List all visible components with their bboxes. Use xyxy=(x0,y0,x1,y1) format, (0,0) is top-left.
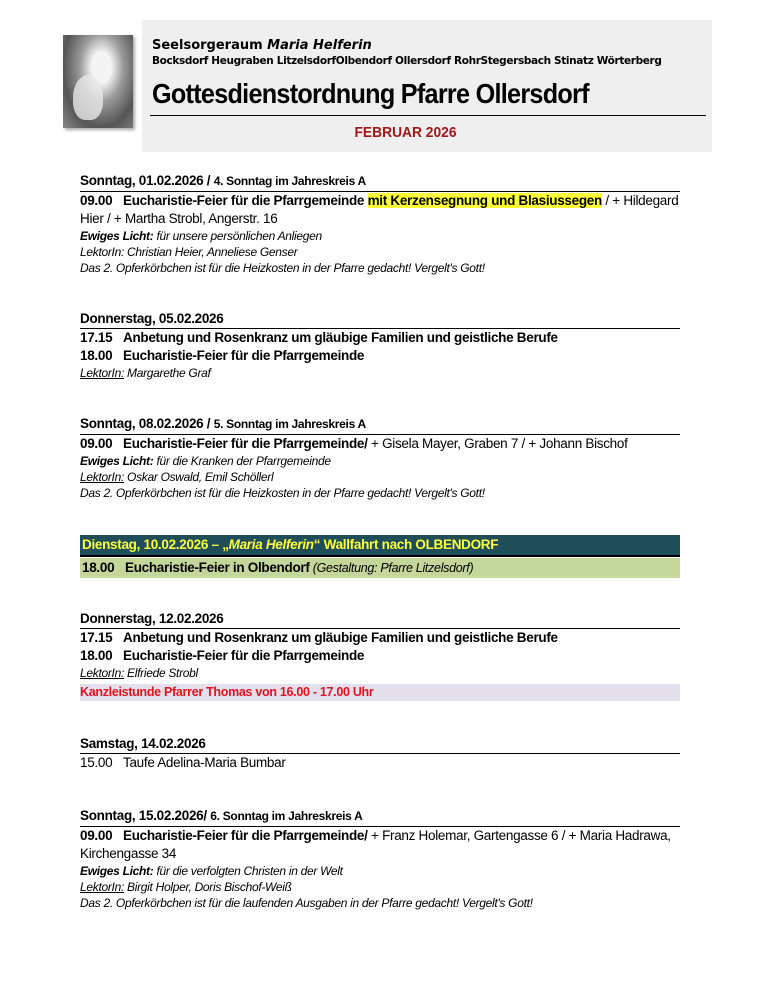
pilgrimage-mass: 18.00 Eucharistie-Feier in Olbendorf (Gestaltung: Pfarre Litzelsdorf) xyxy=(80,558,680,578)
day-header: Sonntag, 08.02.2026 / 5. Sonntag im Jahreskreis A xyxy=(80,415,680,435)
day-section: Sonntag, 01.02.2026 / 4. Sonntag im Jahreskreis A 09.00 Eucharistie-Feier für die Pfarrgemeinde mit Kerzensegnung und Blasiussegen / + Hildegard Hier / + Martha Strobl, Angerstr. 16 Ewiges Licht: für unsere persönlichen Anliegen LektorIn: Christian Heier, Anneliese Genser Das 2. Opferkörbchen ist für die Heizkosten in der Pfarre gedacht! Vergelt's Gott! xyxy=(80,173,679,275)
day-header: Sonntag, 01.02.2026 / 4. Sonntag im Jahreskreis A xyxy=(80,172,680,192)
seelsorgeraum-line xyxy=(152,38,372,53)
seelsorgeraum-label: Seelsorgeraum xyxy=(152,38,263,53)
office-hours-notice: Kanzleistunde Pfarrer Thomas von 16.00 - 17.00 Uhr xyxy=(80,684,680,701)
day-section: Sonntag, 15.02.2026/ 6. Sonntag im Jahreskreis A 09.00 Eucharistie-Feier für die Pfarrgemeinde/ + Franz Holemar, Gartengasse 6 / + Maria Hadrawa, Kirchengasse 34 Ewiges Licht: für die verfolgten Christen in der Welt LektorIn: Birgit Holper, Doris Bischof-Weiß Das 2. Opferkörbchen ist für die laufenden Ausgaben in der Pfarre gedacht! Vergelt's Gott! xyxy=(80,807,680,911)
day-section: Samstag, 14.02.2026 15.00 Taufe Adelina-Maria Bumbar xyxy=(80,735,680,772)
day-header: Donnerstag, 05.02.2026 xyxy=(80,310,680,329)
day-header: Sonntag, 15.02.2026/ 6. Sonntag im Jahreskreis A xyxy=(80,807,680,827)
day-header: Samstag, 14.02.2026 xyxy=(80,735,680,754)
day-section: Donnerstag, 05.02.2026 17.15 Anbetung und Rosenkranz um gläubige Familien und geistliche Berufe 18.00 Eucharistie-Feier für die Pfarrgemeinde LektorIn: Margarethe Graf xyxy=(80,310,680,381)
pilgrimage-header: Dienstag, 10.02.2026 – „Maria Helferin“ Wallfahrt nach OLBENDORF xyxy=(80,535,680,557)
pilgrimage-section xyxy=(80,535,680,578)
seelsorgeraum-name: Maria Helferin xyxy=(267,38,372,53)
day-header: Donnerstag, 12.02.2026 xyxy=(80,610,680,629)
month-heading: FEBRUAR 2026 xyxy=(354,124,457,141)
day-section: Sonntag, 08.02.2026 / 5. Sonntag im Jahreskreis A 09.00 Eucharistie-Feier für die Pfarrgemeinde/ + Gisela Mayer, Graben 7 / + Johann Bischof Ewiges Licht: für die Kranken der Pfarrgemeinde LektorIn: Oskar Oswald, Emil Schöllerl Das 2. Opferkörbchen ist für die Heizkosten in der Pfarre gedacht! Vergelt's Gott! xyxy=(80,415,680,501)
page-title: Gottesdienstordnung Pfarre Ollersdorf xyxy=(152,78,589,109)
day-section: Donnerstag, 12.02.2026 17.15 Anbetung und Rosenkranz um gläubige Familien und geistliche Berufe 18.00 Eucharistie-Feier für die Pfarrgemeinde LektorIn: Elfriede Strobl Kanzleistunde Pfarrer Thomas von 16.00 - 17.00 Uhr xyxy=(80,610,680,701)
madonna-image xyxy=(63,35,133,128)
title-divider xyxy=(150,115,706,116)
parish-list: Bocksdorf Heugraben LitzelsdorfOlbendorf Ollersdorf RohrStegersbach Stinatz Wörterberg xyxy=(152,55,662,67)
service-line: 09.00 Eucharistie-Feier für die Pfarrgemeinde mit Kerzensegnung und Blasiussegen / + Hildegard Hier / + Martha Strobl, Angerstr. 16 xyxy=(80,193,679,226)
